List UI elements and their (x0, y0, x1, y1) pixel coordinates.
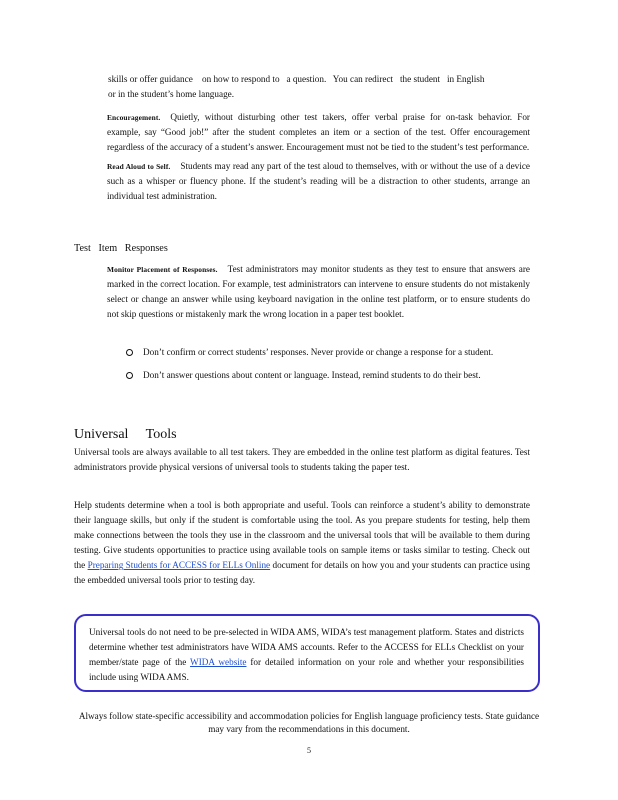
bullet-runin-title: Encouragement. (107, 113, 161, 122)
bullet-monitor-placement (92, 262, 530, 322)
bullet-text: Quietly, without disturbing other test takers, offer verbal praise for on-task behavior. For example, say “Good job!” after the student completes an item or a section of the test. Offer encouragement regardless of the accuracy of a student’s answer. Encouragement must not be tied to the student’s test performance. (107, 112, 530, 152)
sub-bullet-item (126, 345, 530, 361)
bullet-runin-title: Read Aloud to Self. (107, 162, 171, 171)
sub-bullet-text: Don’t confirm or correct students’ responses. Never provide or change a response for a student. (143, 347, 494, 357)
section-heading-universal-tools: Universal Tools (74, 427, 177, 442)
preparing-students-link[interactable]: Preparing Students for ACCESS for ELLs Online (87, 560, 271, 570)
callout-text: Universal tools do not need to be pre-selected in WIDA AMS, WIDA’s test management platform. States and districts determine whether test administrators have WIDA AMS accounts. Refer to the ACCESS for ELLs Checklist on your member/state page of the WIDA website for detailed information on your role and whether your responsibilities include using WIDA AMS. (89, 627, 525, 682)
universal-paragraph-2: Help students determine when a tool is both appropriate and useful. Tools can reinforce a student’s ability to demonstrate their language skills, but only if the student is comfortable using the tool. As you prepare students for testing, help them make connections between the tools they use in the classroom and the universal tools that will be available to them during testing. Give students opportunities to practice using available tools on sample items or tasks similar to testing. Check out the Preparing Students for ACCESS for ELLs Online document for details on how you and your students can practice using the embedded universal tools prior to testing day. (74, 500, 531, 585)
circle-bullet-icon (126, 345, 143, 361)
continuation-text: skills or offer guidance on how to respond to a question. You can redirect the student in English or in the student’s home language. (108, 74, 485, 99)
bullet-text: Test administrators may monitor students as they test to ensure that answers are marked in the correct location. For example, test administrators can intervene to ensure students do not mistakenly select or change an answer while using keyboard navigation in the online test platform, or to ensure students do not skip questions or mistakenly mark the wrong location in a paper test booklet. (107, 264, 530, 319)
universal-paragraph-1: Universal tools are always available to all test takers. They are embedded in the online test platform as digital features. Test administrators provide physical versions of universal tools to students taking the paper test. (74, 447, 530, 472)
bullet-read-aloud (92, 159, 530, 204)
bullet-list-top (92, 110, 530, 204)
bullet-list-monitor (92, 262, 530, 322)
page-number: 5 (307, 746, 311, 755)
bullet-encouragement (92, 110, 530, 155)
footer-note: Always follow state-specific accessibility and accommodation policies for English language proficiency tests. State guidance may vary from the recommendations in this document. (78, 711, 540, 734)
sub-bullet-text: Don’t answer questions about content or language. Instead, remind students to do their best. (143, 370, 481, 380)
sub-bullet-item (126, 368, 530, 384)
circle-bullet-icon (126, 368, 143, 384)
bullet-text: Students may read any part of the test aloud to themselves, with or without the use of a device such as a whisper or fluency phone. If the student’s reading will be a distraction to other students, arrange an individual test administration. (107, 161, 530, 201)
callout-box (74, 614, 540, 692)
wida-website-link[interactable]: WIDA website (190, 657, 247, 667)
sub-bullet-list (126, 345, 530, 384)
bullet-runin-title: Monitor Placement of Responses. (107, 265, 218, 274)
section-heading-test-item-responses: Test Item Responses (74, 243, 168, 254)
